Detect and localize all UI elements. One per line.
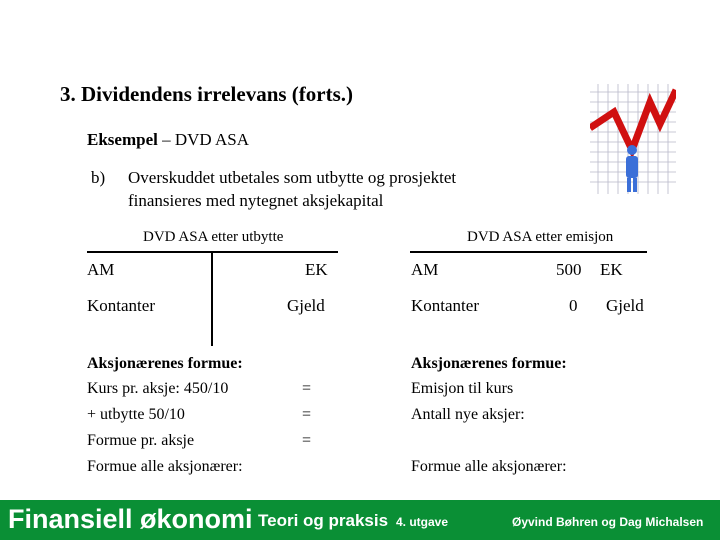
footer-subtitle: Teori og praksis [258, 511, 389, 530]
right-kontanter-label: Kontanter [411, 296, 479, 315]
equals-sign: = [302, 432, 312, 449]
example-heading [87, 130, 249, 150]
footer-banner [0, 500, 720, 540]
item-marker: b) [91, 168, 106, 187]
left-gjeld-label: Gjeld [287, 296, 325, 315]
left-account-title: DVD ASA etter utbytte [143, 229, 284, 245]
equals-sign: = [302, 380, 312, 397]
right-ek-value: 500 [556, 260, 582, 279]
right-formue-row: Antall nye aksjer: [411, 406, 525, 423]
right-formue-row: Emisjon til kurs [411, 380, 514, 397]
left-formue-heading: Aksjonærenes formue: [87, 355, 243, 372]
left-ek-label: EK [305, 260, 328, 279]
right-account-top-rule [410, 251, 647, 253]
left-formue-row: Formue alle aksjonærer: [87, 458, 243, 475]
left-account-divider [211, 251, 213, 346]
left-formue-row: Formue pr. aksje [87, 432, 195, 449]
rising-chart-person-icon [590, 84, 676, 194]
example-company: – DVD ASA [157, 130, 249, 149]
footer-edition: 4. utgave [396, 515, 449, 529]
example-label: Eksempel [87, 130, 158, 149]
right-gjeld-label: Gjeld [606, 296, 644, 315]
slide-title: 3. Dividendens irrelevans (forts.) [60, 82, 354, 106]
equals-sign: = [302, 406, 312, 423]
right-formue-heading: Aksjonærenes formue: [411, 355, 567, 372]
right-gjeld-value: 0 [569, 296, 578, 315]
left-am-label: AM [87, 260, 115, 279]
right-account-title: DVD ASA etter emisjon [467, 229, 614, 245]
right-formue-all: Formue alle aksjonærer: [411, 458, 567, 475]
left-kontanter-label: Kontanter [87, 296, 155, 315]
footer-authors: Øyvind Bøhren og Dag Michalsen [512, 515, 704, 529]
item-text-line-1: Overskuddet utbetales som utbytte og prosjektet [128, 168, 457, 187]
left-formue-row: Kurs pr. aksje: 450/10 [87, 380, 229, 397]
right-am-label: AM [411, 260, 439, 279]
right-ek-label: EK [600, 260, 623, 279]
footer-brand: Finansiell økonomi [8, 504, 253, 534]
left-formue-row: + utbytte 50/10 [87, 406, 185, 423]
item-text-line-2: finansieres med nytegnet aksjekapital [128, 191, 384, 210]
